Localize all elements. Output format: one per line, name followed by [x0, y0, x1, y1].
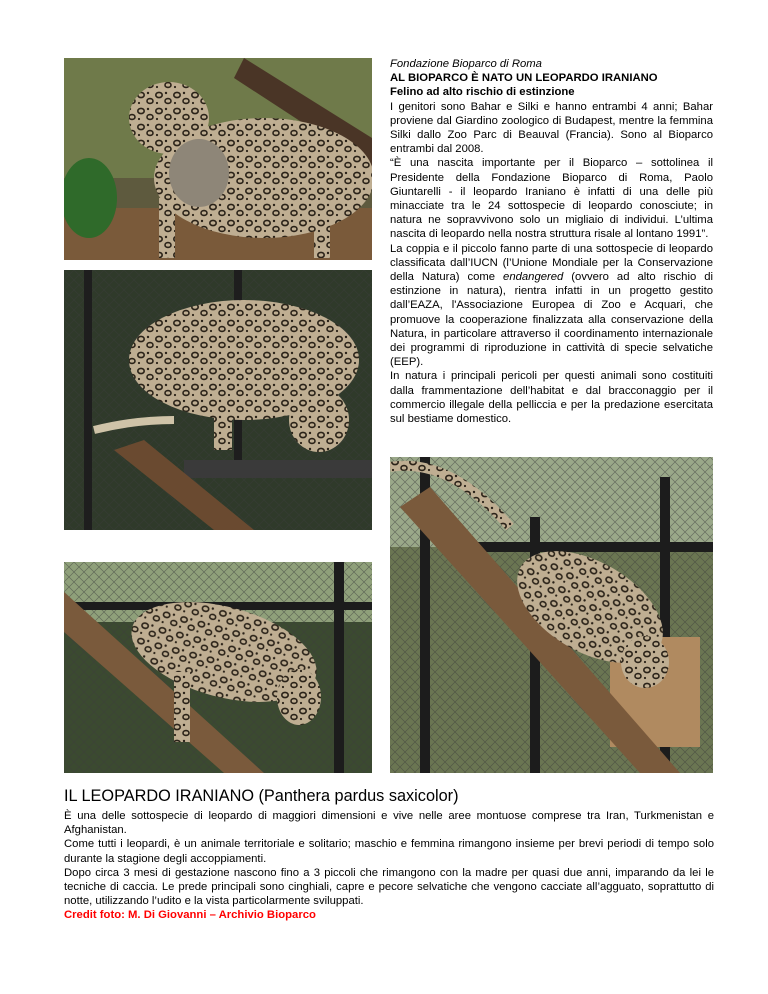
article-paragraph: In natura i principali pericoli per questi animali sono costituiti dalla frammentazione dell’habitat e dal bracconaggio per il commercio illegale della pelliccia e per la predazione esercitata sul bestiame domestico.	[390, 370, 713, 426]
section-title: IL LEOPARDO IRANIANO (Panthera pardus saxicolor)	[64, 787, 459, 805]
section-paragraph: Come tutti i leopardi, è un animale territoriale e solitario; maschio e femmina rimangono insieme per brevi periodi di tempo solo durante la stagione degli accoppiamenti.	[64, 838, 714, 865]
article-headline: AL BIOPARCO È NATO UN LEOPARDO IRANIANO	[390, 72, 658, 85]
article-source: Fondazione Bioparco di Roma	[390, 58, 542, 70]
article	[390, 57, 713, 426]
article-subhead: Felino ad alto rischio di estinzione	[390, 86, 575, 99]
article-text: (ovvero ad alto rischio di estinzione in natura), rientra infatti in un progetto gestito dall’EAZA, l'Associazione Europea di Zoo e Acquari, che promuove la cooperazione finalizzata alla conservazione della Natura, in particolare attraverso il coordinamento internazionale dei programmi di riproduzione in cattività di specie selvatiche (EEP).	[390, 271, 713, 369]
article-paragraph: I genitori sono Bahar e Silki e hanno entrambi 4 anni; Bahar proviene dal Giardino zoologico di Budapest, mentre la femmina Silki dallo Zoo Parc di Beauval (Francia). Sono al Bioparco entrambi dal 2008.	[390, 100, 713, 156]
article-emphasis: endangered	[503, 271, 564, 284]
section-body	[64, 809, 714, 923]
leopard-photo-4	[64, 562, 372, 773]
section-paragraph: È una delle sottospecie di leopardo di maggiori dimensioni e vive nelle aree montuose comprese tra Iran, Turkmenistan e Afghanistan.	[64, 810, 714, 837]
article-paragraph: “È una nascita importante per il Bioparco – sottolinea il Presidente della Fondazione Bioparco di Roma, Paolo Giuntarelli - il leopardo Iraniano è infatti di una delle più minacciate tra le 24 sottospecie di leopardo conosciute; in natura ne sopravvivono solo un migliaio di individui. L’ultima nascita di leopardo nella nostra struttura risale al lontano 1991”.	[390, 157, 713, 241]
article-text: La coppia e il piccolo fanno parte di una sottospecie di leopardo classificata dall’IUCN (l’Unione Mondiale per la Conservazione della Natura) come	[390, 242, 713, 284]
article-paragraph	[390, 242, 713, 370]
photo-credit: Credit foto: M. Di Giovanni – Archivio Bioparco	[64, 909, 316, 922]
section-paragraph: Dopo circa 3 mesi di gestazione nascono fino a 3 piccoli che rimangono con la madre per quasi due anni, imparando da lei le tecniche di caccia. Le prede principali sono cinghiali, capre e pecore selvatiche che vengono cacciate all’agguato, soprattutto di notte, utilizzando l’udito e la vista particolarmente sviluppati.	[64, 866, 714, 908]
leopard-photo-1	[64, 58, 372, 260]
leopard-photo-3	[390, 457, 713, 773]
leopard-photo-2	[64, 270, 372, 530]
